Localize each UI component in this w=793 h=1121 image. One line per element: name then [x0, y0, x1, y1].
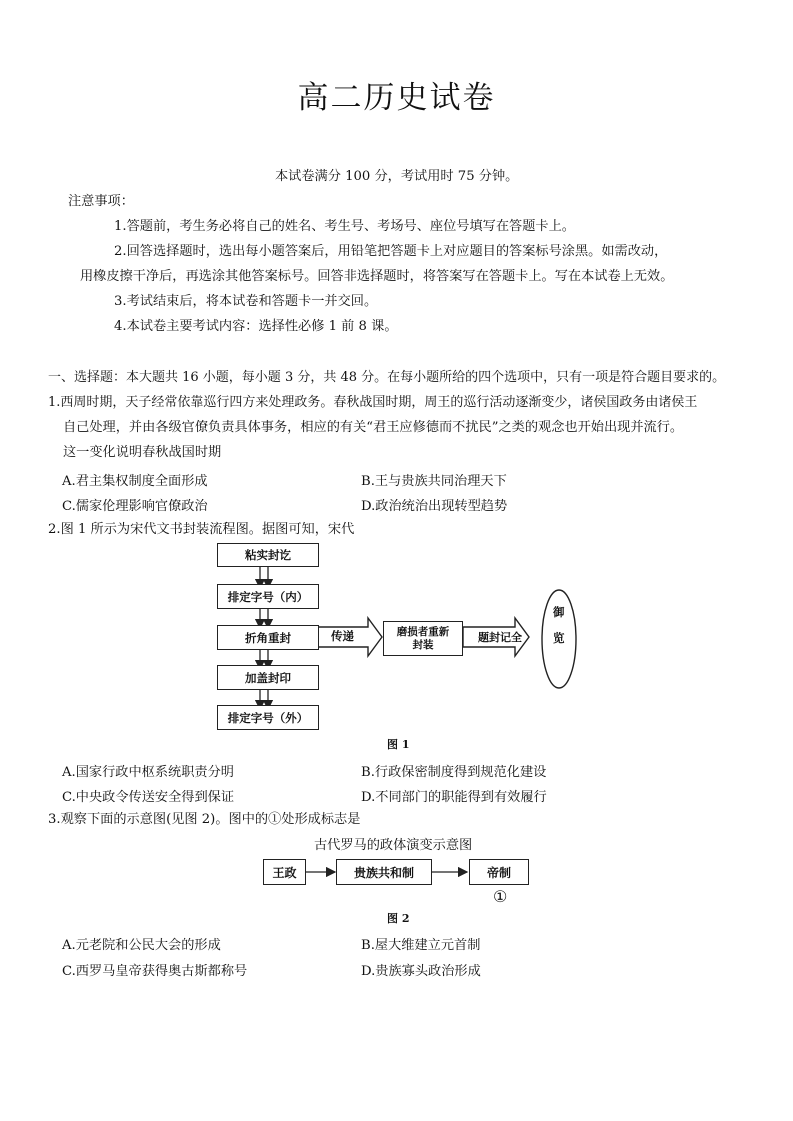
- q1-stem-line-2: 自己处理，并由各级官僚负责具体事务，相应的有关“君王应修德而不扰民”之类的观念也开始出现并流行。: [63, 420, 684, 435]
- q3-option-b: B.屋大维建立元首制: [361, 938, 481, 953]
- exam-intro: 本试卷满分 100 分，考试用时 75 分钟。: [275, 169, 519, 184]
- q2-option-b: B.行政保密制度得到规范化建设: [361, 765, 547, 780]
- notice-item-3: 3.考试结束后，将本试卷和答题卡一并交回。: [114, 294, 378, 309]
- q1-stem-line-3: 这一变化说明春秋战国时期: [63, 445, 222, 460]
- q2-option-a: A.国家行政中枢系统职责分明: [62, 765, 234, 780]
- flow-step-2: 排定字号（内）: [217, 584, 319, 609]
- section-heading: 一、选择题：本大题共 16 小题，每小题 3 分，共 48 分。在每小题所给的四个选项中，只有一项是符合题目要求的。: [48, 370, 726, 385]
- figure-1-caption: 图 1: [387, 738, 410, 751]
- box-aristocratic-republic: 贵族共和制: [336, 859, 432, 885]
- page-title: 高二历史试卷: [297, 80, 496, 116]
- flow-step-1: 粘实封讫: [217, 543, 319, 567]
- figure-2-caption: 图 2: [387, 912, 410, 925]
- notice-item-4: 4.本试卷主要考试内容：选择性必修 1 前 8 课。: [114, 319, 398, 334]
- q3-option-a: A.元老院和公民大会的形成: [62, 938, 221, 953]
- q3-option-d: D.贵族寡头政治形成: [361, 964, 481, 979]
- flow-reseal-box: 磨损者重新封装: [383, 621, 463, 656]
- flow-end-label: 御 览: [553, 605, 565, 645]
- q1-option-b: B.王与贵族共同治理天下: [361, 474, 507, 489]
- q1-option-d: D.政治统治出现转型趋势: [361, 499, 508, 514]
- q3-stem: 3.观察下面的示意图(见图 2)。图中的①处形成标志是: [48, 812, 361, 827]
- figure-2-title: 古代罗马的政体演变示意图: [314, 838, 473, 853]
- q2-stem: 2.图 1 所示为宋代文书封装流程图。据图可知，宋代: [48, 522, 355, 537]
- notice-heading: 注意事项：: [68, 194, 134, 209]
- notice-item-1: 1.答题前，考生务必将自己的姓名、考生号、考场号、座位号填写在答题卡上。: [114, 219, 575, 234]
- box-monarchy: 王政: [263, 859, 306, 885]
- box-empire: 帝制: [469, 859, 529, 885]
- notice-item-2-cont: 用橡皮擦干净后，再选涂其他答案标号。回答非选择题时，将答案写在答题卡上。写在本试卷上无效。: [80, 269, 674, 284]
- notice-item-2: 2.回答选择题时，选出每小题答案后，用铅笔把答题卡上对应题目的答案标号涂黑。如需改动，: [114, 244, 668, 259]
- flow-arrow-title-label: 题封记全: [478, 631, 522, 644]
- flow-step-4: 加盖封印: [217, 665, 319, 690]
- q1-stem-line-1: 1.西周时期，天子经常依靠巡行四方来处理政务。春秋战国时期，周王的巡行活动逐渐变少，诸侯国政务由诸侯王: [48, 395, 698, 410]
- flow-arrow-deliver-label: 传递: [331, 629, 354, 643]
- q2-option-c: C.中央政令传送安全得到保证: [62, 790, 235, 805]
- q3-option-c: C.西罗马皇帝获得奥古斯都称号: [62, 964, 248, 979]
- marker-circled-one: ①: [493, 887, 508, 906]
- q2-option-d: D.不同部门的职能得到有效履行: [361, 790, 547, 805]
- q1-option-a: A.君主集权制度全面形成: [62, 474, 208, 489]
- flow-step-5: 排定字号（外）: [217, 705, 319, 730]
- flow-step-3: 折角重封: [217, 625, 319, 650]
- q1-option-c: C.儒家伦理影响官僚政治: [62, 499, 208, 514]
